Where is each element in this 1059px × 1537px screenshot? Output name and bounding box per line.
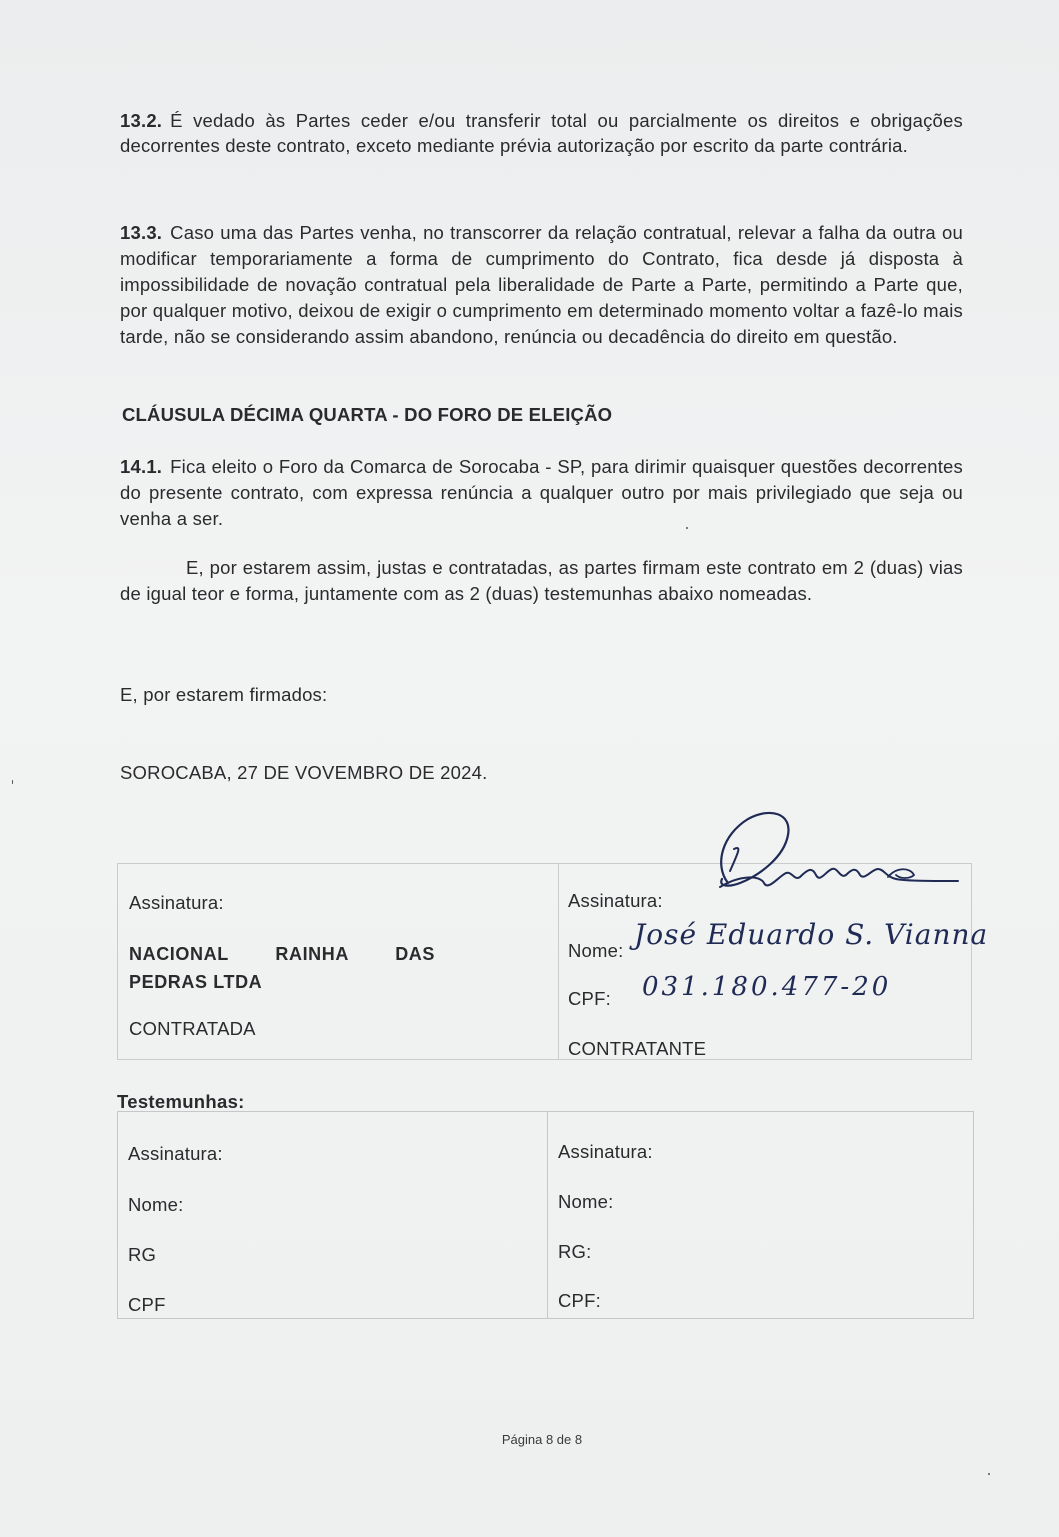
section-heading: CLÁUSULA DÉCIMA QUARTA - DO FORO DE ELEIÇÃO xyxy=(122,404,613,425)
handwritten-cpf: 031.180.477-20 xyxy=(642,972,892,1002)
clause-14-1 xyxy=(120,454,963,532)
role-label: CONTRATANTE xyxy=(568,1038,707,1059)
clause-number: 13.3. xyxy=(120,222,163,243)
contratada-cell xyxy=(118,864,559,1059)
clause-number: 14.1. xyxy=(120,456,163,477)
rg-label: RG: xyxy=(558,1241,592,1262)
witnesses-title: Testemunhas: xyxy=(117,1091,245,1112)
firmados-line: E, por estarem firmados: xyxy=(120,684,328,705)
company-name: NACIONAL RAINHA DAS PEDRAS LTDA xyxy=(129,944,435,992)
name-label: Nome: xyxy=(568,940,624,961)
signature-label: Assinatura: xyxy=(129,892,224,913)
paper-speck xyxy=(686,527,688,529)
role-label: CONTRATADA xyxy=(129,1018,256,1039)
clause-text: Fica eleito o Foro da Comarca de Sorocaba - SP, para dirimir quaisquer questões decorrentes do presente contrato, com expressa renúncia a qualquer outro por mais privilegiado que seja ou venha a ser. xyxy=(120,456,963,529)
rg-label: RG xyxy=(128,1244,157,1265)
signature-label: Assinatura: xyxy=(558,1141,653,1162)
date-line: SOROCABA, 27 DE VOVEMBRO DE 2024. xyxy=(120,762,488,783)
page-number: Página 8 de 8 xyxy=(501,1432,583,1447)
cpf-label: CPF: xyxy=(568,988,611,1009)
paper-speck xyxy=(988,1473,990,1475)
clause-13-3 xyxy=(120,220,963,350)
closing-paragraph: E, por estarem assim, justas e contratadas, as partes firmam este contrato em 2 (duas) vias de igual teor e forma, juntamente com as 2 (duas) testemunhas abaixo nomeadas. xyxy=(120,557,963,604)
witness-2-cell xyxy=(547,1112,973,1318)
clause-number: 13.2. xyxy=(120,110,163,131)
signature-label: Assinatura: xyxy=(128,1143,223,1164)
handwritten-name: José Eduardo S. Vianna xyxy=(634,918,989,951)
cpf-label: CPF xyxy=(128,1294,166,1315)
clause-13-2 xyxy=(120,108,963,158)
handwritten-signature xyxy=(700,805,970,895)
witnesses-table xyxy=(117,1111,974,1319)
name-label: Nome: xyxy=(558,1191,614,1212)
clause-text: Caso uma das Partes venha, no transcorrer da relação contratual, relevar a falha da outra ou modificar temporariamente a forma de cumprimento do Contrato, fica desde já disposta à impossibilidade de novação contratual pela liberalidade de Parte a Parte, permitindo a Parte que, por qualquer motivo, deixou de exigir o cumprimento em determinado momento voltar a fazê-lo mais tarde, não se considerando assim abandono, renúncia ou decadência do direito em questão. xyxy=(120,222,963,347)
witness-1-cell xyxy=(118,1112,548,1318)
name-label: Nome: xyxy=(128,1194,184,1215)
signature-label: Assinatura: xyxy=(568,890,663,911)
paper-speck xyxy=(12,780,13,784)
cpf-label: CPF: xyxy=(558,1290,601,1311)
clause-text: É vedado às Partes ceder e/ou transferir total ou parcialmente os direitos e obrigações decorrentes deste contrato, exceto mediante prévia autorização por escrito da parte contrária. xyxy=(120,110,963,156)
